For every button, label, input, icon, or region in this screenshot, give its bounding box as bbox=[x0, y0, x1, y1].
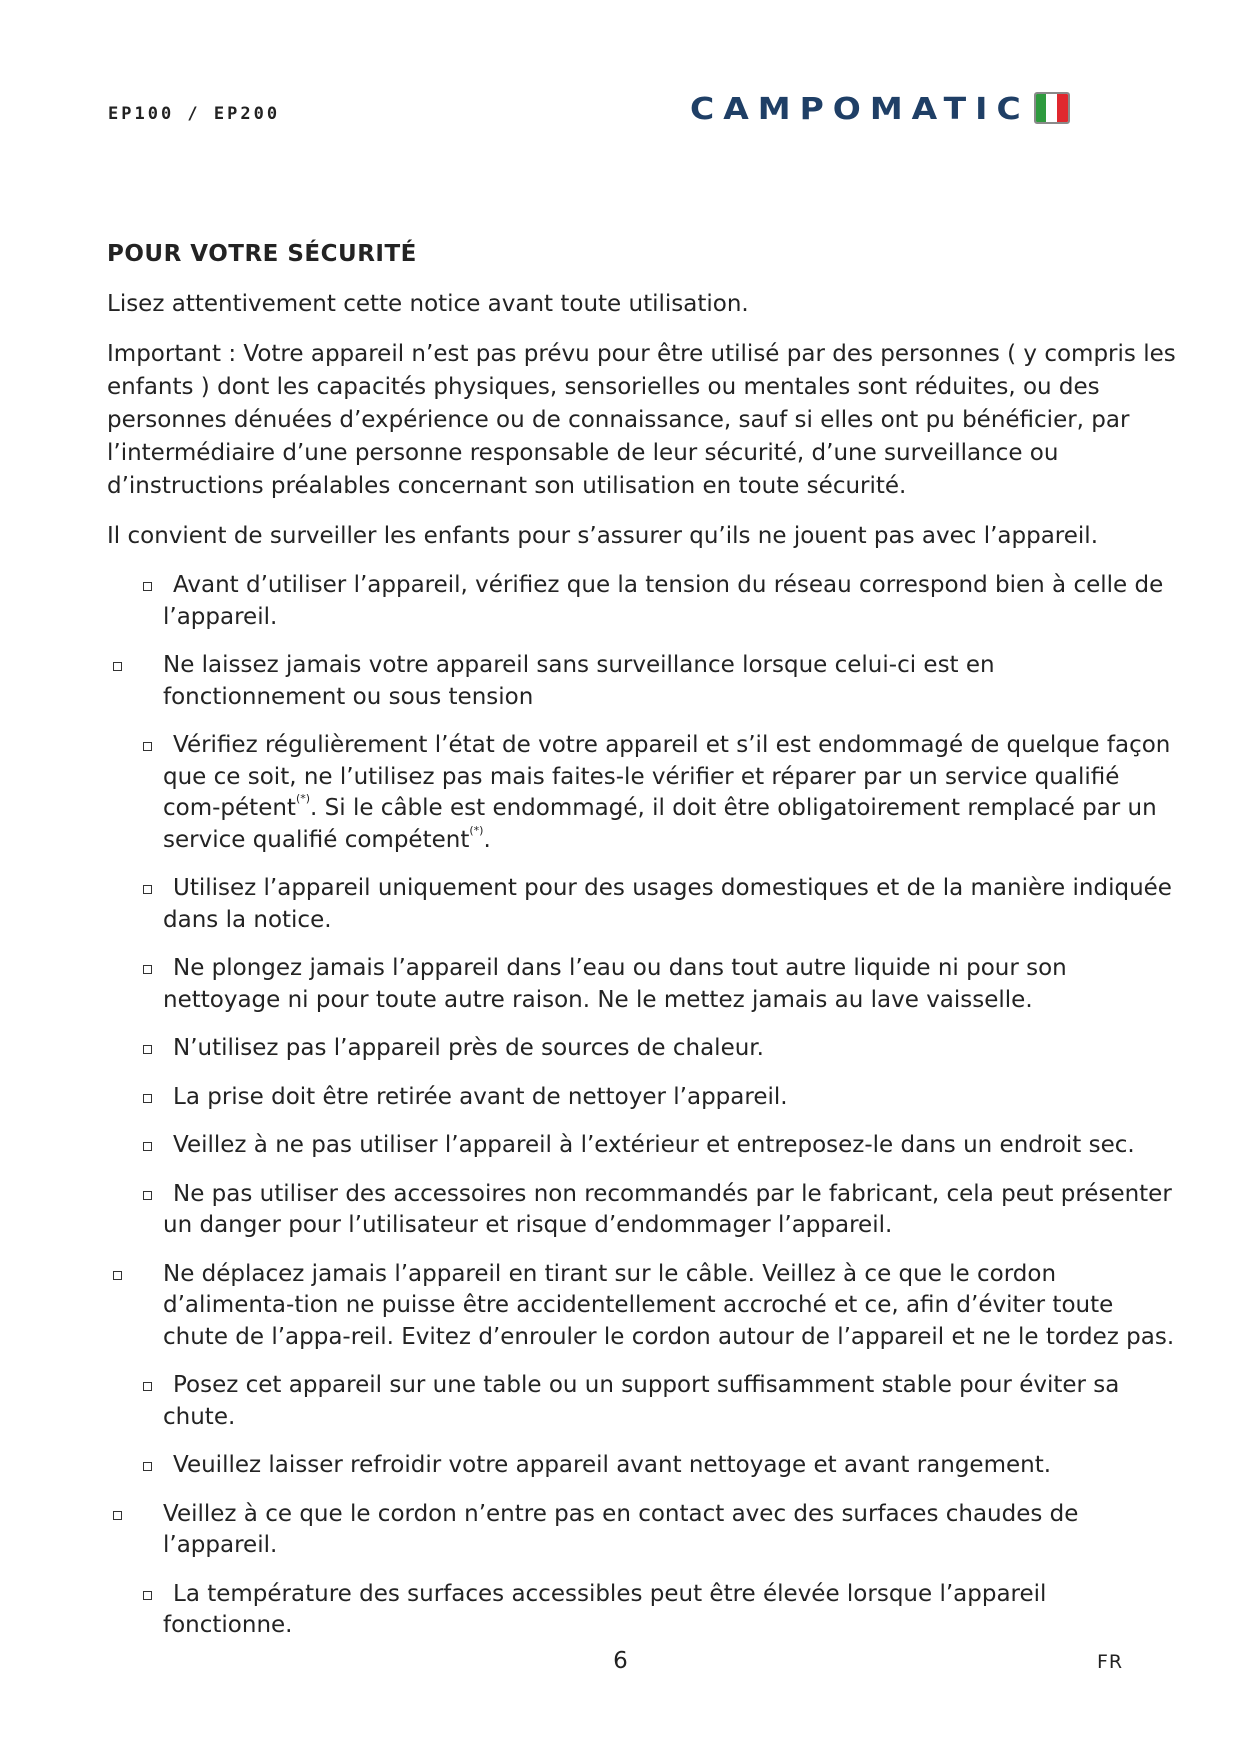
important-paragraph: Important : Votre appareil n’est pas prévu pour être utilisé par des personnes ( y compris les enfants ) dont les capacités physiques, sensorielles ou mentales sont réduites, ou des personnes dénuées d’expérience ou de connaissance, sauf si elles ont pu bénéficier, par l’intermédiaire d’une personne responsable de leur sécurité, d’une surveillance ou d’instructions préalables concernant son utilisation en toute sécurité. bbox=[107, 341, 1176, 499]
list-item-text: Posez cet appareil sur une table ou un support suffisamment stable pour éviter sa chute. bbox=[163, 1372, 1120, 1430]
list-item bbox=[107, 1370, 1182, 1433]
checkbox-bullet-icon bbox=[143, 1045, 152, 1054]
italian-flag-icon bbox=[1034, 92, 1070, 124]
checkbox-bullet-icon bbox=[143, 1591, 152, 1600]
checkbox-bullet-icon bbox=[143, 1142, 152, 1151]
intro-paragraph: Lisez attentivement cette notice avant toute utilisation. bbox=[107, 291, 749, 317]
brand-name: CAMPOMATIC bbox=[690, 90, 1030, 126]
list-item bbox=[107, 1259, 1182, 1354]
list-item bbox=[107, 1450, 1182, 1482]
list-item-text bbox=[163, 732, 1170, 853]
list-item-text: N’utilisez pas l’appareil près de sources de chaleur. bbox=[173, 1035, 764, 1061]
list-item-text: Ne plongez jamais l’appareil dans l’eau ou dans tout autre liquide ni pour son nettoyage ni pour toute autre raison. Ne le mettez jamais au lave vaisselle. bbox=[163, 955, 1067, 1013]
list-item bbox=[107, 953, 1182, 1016]
list-item-text-part: Vérifiez régulièrement l’état de votre appareil et s’il est endommagé de quelque façon que ce soit, ne l’utilisez pas mais faites-le vérifier et réparer par un service qualifié com-pétent bbox=[163, 732, 1171, 821]
checkbox-bullet-icon bbox=[113, 1271, 122, 1280]
list-item-text: La température des surfaces accessibles peut être élevée lorsque l’appareil fonctionne. bbox=[163, 1580, 1047, 1638]
list-item-text: Utilisez l’appareil uniquement pour des usages domestiques et de la manière indiquée dans la notice. bbox=[163, 875, 1172, 933]
list-item bbox=[107, 730, 1182, 856]
list-item bbox=[107, 1033, 1182, 1065]
footnote-marker: (*) bbox=[469, 823, 484, 837]
list-item-text: Ne déplacez jamais l’appareil en tirant sur le câble. Veillez à ce que le cordon d’alimenta-tion ne puisse être accidentellement accroché et ce, afin d’éviter toute chute de l’appa-reil. Evitez d’enrouler le cordon autour de l’appareil et ne le tordez pas. bbox=[163, 1260, 1175, 1350]
list-item-text-part: . bbox=[483, 826, 491, 853]
checkbox-bullet-icon bbox=[143, 1094, 152, 1103]
checkbox-bullet-icon bbox=[143, 885, 152, 894]
model-label: EP100 / EP200 bbox=[108, 104, 281, 124]
safety-list bbox=[107, 570, 1182, 1642]
brand-logo bbox=[690, 88, 1140, 128]
checkbox-bullet-icon bbox=[113, 662, 122, 671]
list-item bbox=[107, 1499, 1182, 1562]
list-item bbox=[107, 1130, 1182, 1162]
section-title: POUR VOTRE SÉCURITÉ bbox=[107, 241, 417, 267]
list-item-text: Veillez à ce que le cordon n’entre pas en contact avec des surfaces chaudes de l’appareil. bbox=[163, 1500, 1079, 1558]
checkbox-bullet-icon bbox=[143, 1382, 152, 1391]
list-item bbox=[107, 650, 1182, 713]
page-number: 6 bbox=[613, 1648, 628, 1674]
language-code: FR bbox=[1097, 1651, 1124, 1673]
list-item-text: Veuillez laisser refroidir votre appareil avant nettoyage et avant rangement. bbox=[173, 1452, 1052, 1478]
list-item bbox=[107, 1179, 1182, 1242]
list-item bbox=[107, 570, 1182, 633]
checkbox-bullet-icon bbox=[143, 965, 152, 974]
footnote-marker: (*) bbox=[295, 792, 311, 806]
list-item-text: La prise doit être retirée avant de nettoyer l’appareil. bbox=[173, 1083, 788, 1110]
list-item-text: Veillez à ne pas utiliser l’appareil à l’extérieur et entreposez-le dans un endroit sec. bbox=[173, 1132, 1135, 1158]
checkbox-bullet-icon bbox=[113, 1511, 122, 1520]
list-item bbox=[107, 1082, 1182, 1114]
list-item-text: Ne laissez jamais votre appareil sans surveillance lorsque celui-ci est en fonctionnement ou sous tension bbox=[163, 652, 995, 710]
list-item-text: Ne pas utiliser des accessoires non recommandés par le fabricant, cela peut présenter un danger pour l’utilisateur et risque d’endommager l’appareil. bbox=[163, 1180, 1172, 1238]
safety-section bbox=[107, 238, 1182, 1659]
list-item-text: Avant d’utiliser l’appareil, vérifiez que la tension du réseau correspond bien à celle de l’appareil. bbox=[163, 572, 1164, 630]
checkbox-bullet-icon bbox=[143, 1462, 152, 1471]
children-paragraph: Il convient de surveiller les enfants pour s’assurer qu’ils ne jouent pas avec l’appareil. bbox=[107, 523, 1098, 549]
checkbox-bullet-icon bbox=[143, 742, 152, 751]
list-item bbox=[107, 873, 1182, 936]
checkbox-bullet-icon bbox=[143, 582, 152, 591]
list-item-text-part: . Si le câble est endommagé, il doit être obligatoirement remplacé par un service qualifié compétent bbox=[163, 795, 1157, 853]
list-item bbox=[107, 1579, 1182, 1642]
checkbox-bullet-icon bbox=[143, 1191, 152, 1200]
